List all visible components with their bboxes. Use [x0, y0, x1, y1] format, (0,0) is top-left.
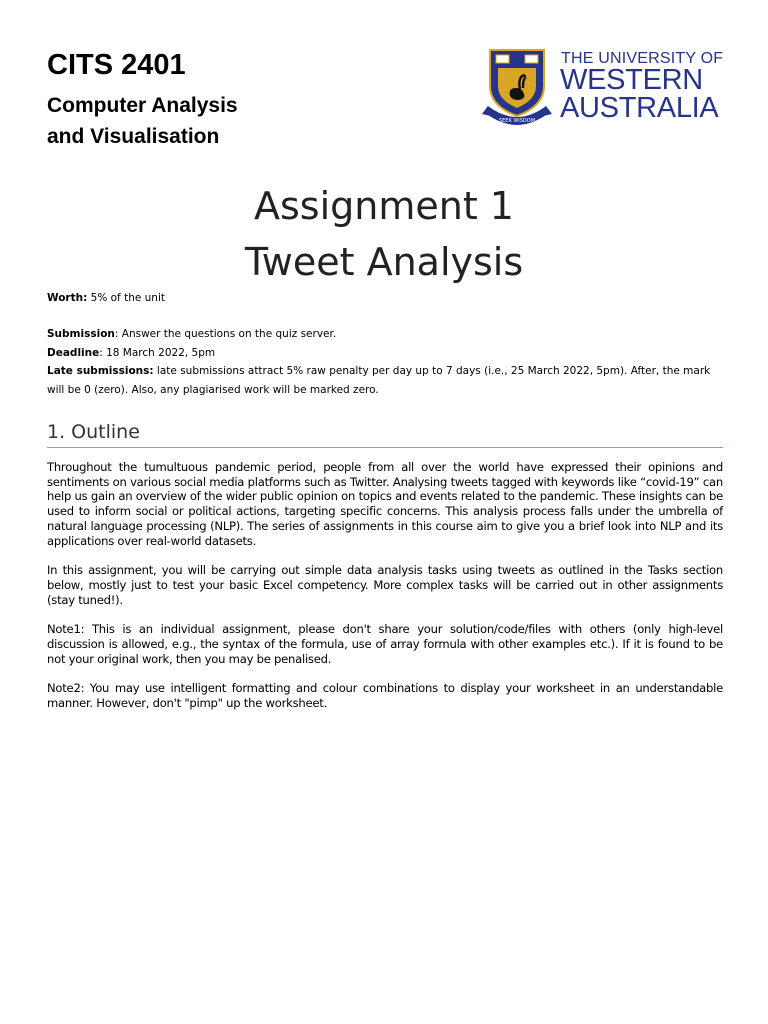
logo-motto: SEEK WISDOM — [498, 118, 536, 124]
deadline-value: : 18 March 2022, 5pm — [99, 346, 216, 359]
course-name — [47, 90, 238, 152]
university-logo — [482, 46, 727, 132]
worth-label: Worth: — [47, 292, 88, 304]
worth-info — [47, 289, 727, 308]
late-label: Late submissions: — [47, 365, 154, 377]
logo-text-line3: AUSTRALIA — [560, 92, 719, 124]
outline-paragraph: In this assignment, you will be carrying out simple data analysis tasks using tweets as outlined in the Tasks section below, mostly just to test your basic Excel competency. More complex tasks will be carried out in other assignments (stay tuned!). — [47, 563, 723, 607]
title-line1: Assignment 1 — [254, 184, 514, 228]
note2-paragraph: Note2: You may use intelligent formatting and colour combinations to display your worksheet in an understandable manner. However, don't "pimp" up the worksheet. — [47, 681, 723, 711]
course-name-line1: Computer Analysis — [47, 94, 238, 117]
course-name-line2: and Visualisation — [47, 125, 220, 148]
submission-label: Submission — [47, 328, 115, 340]
late-value: late submissions attract 5% raw penalty per day up to 7 days (i.e., 25 March 2022, 5pm). After, the mark will be 0 (zero). Also, any plagiarised work will be marked zero. — [47, 365, 711, 396]
deadline-label: Deadline — [47, 346, 100, 359]
outline-paragraph: Throughout the tumultuous pandemic period, people from all over the world have expressed their opinions and sentiments on various social media platforms such as Twitter. Analysing tweets tagged with keywords like “covid-19” can help us gain an overview of the wider public opinion on topics and events related to the pandemic. These insights can be used to inform social or political actions, targeting specific concerns. This analysis process falls under the umbrella of natural language processing (NLP). The series of assignments in this course aim to give you a brief look into NLP and its applications over real-world datasets. — [47, 460, 723, 548]
submission-info — [47, 325, 727, 399]
title-line2: Tweet Analysis — [244, 240, 524, 284]
submission-value: : Answer the questions on the quiz server. — [114, 328, 337, 340]
worth-value: 5% of the unit — [87, 292, 166, 304]
section-heading-outline: 1. Outline — [47, 421, 723, 448]
logo-text-line2: WESTERN — [560, 64, 703, 96]
uwa-crest-icon — [482, 46, 552, 132]
note1-paragraph: Note1: This is an individual assignment, please don't share your solution/code/files with others (only high-level discussion is allowed, e.g., the syntax of the formula, use of array formula with other examples etc.). If it is found to be not your original work, then you may be penalised. — [47, 622, 723, 666]
logo-text-line1: THE UNIVERSITY OF — [561, 50, 724, 67]
outline-body — [47, 460, 723, 726]
document-title — [0, 178, 768, 290]
course-code: CITS 2401 — [47, 49, 186, 81]
